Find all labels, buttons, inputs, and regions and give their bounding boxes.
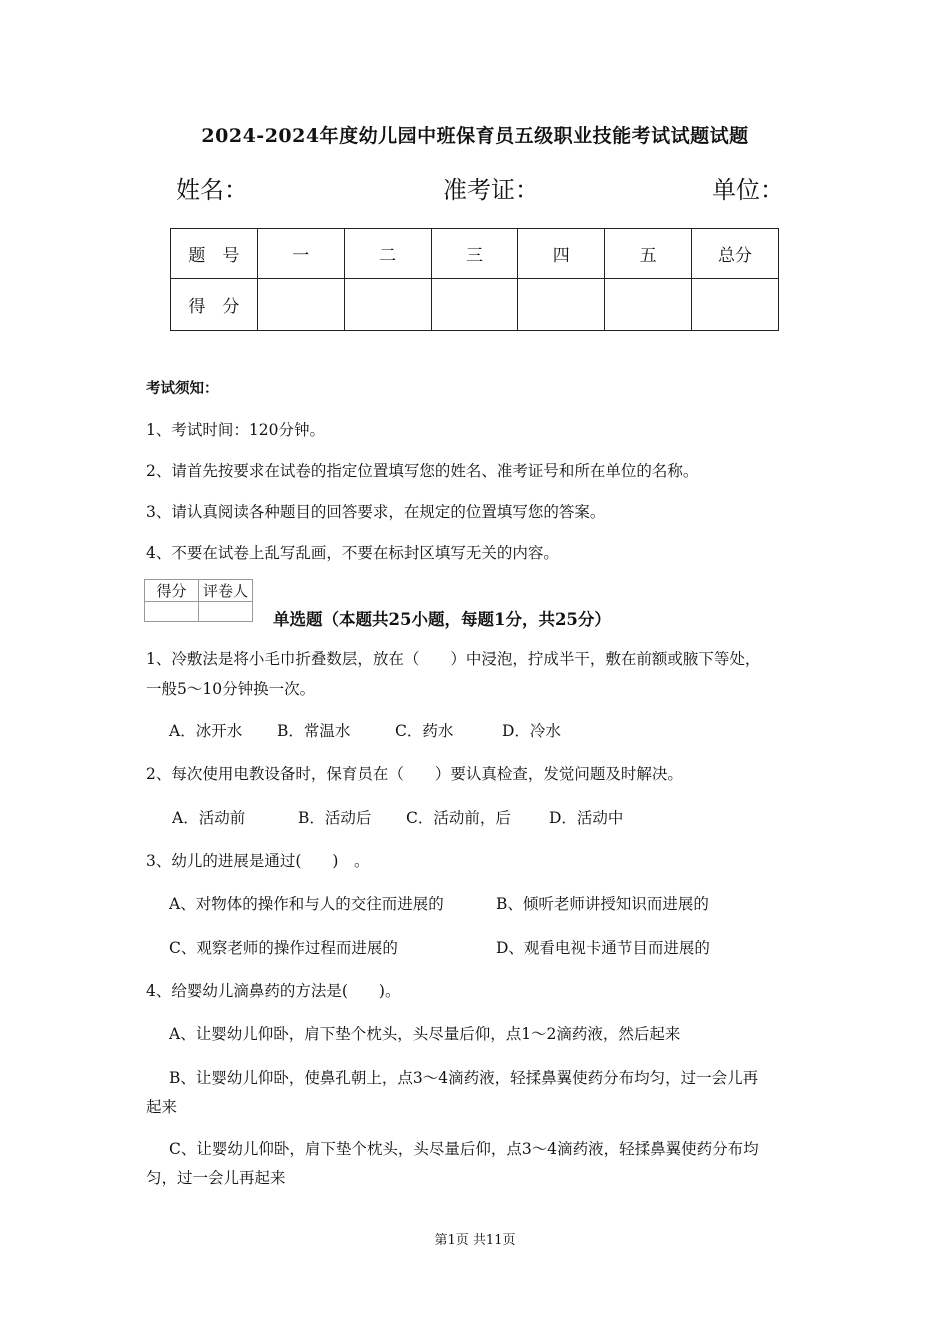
notice-item: 3、请认真阅读各种题目的回答要求，在规定的位置填写您的答案。 [146, 503, 606, 521]
question-3-option-b: B、倾听老师讲授知识而进展的 [496, 895, 709, 913]
question-1-line1: 1、冷敷法是将小毛巾折叠数层，放在（ ）中浸泡，拧成半干，敷在前额或腋下等处， [146, 650, 761, 668]
question-2-option-d: D．活动中 [549, 809, 624, 827]
unit-field-label: 单位： [712, 176, 784, 204]
score-cell[interactable] [605, 279, 692, 331]
notice-heading: 考试须知： [146, 380, 219, 397]
question-2-line1: 2、每次使用电教设备时，保育员在（ ）要认真检查，发觉问题及时解决。 [146, 765, 683, 783]
question-3-option-a: A、对物体的操作和与人的交往而进展的 [169, 895, 444, 913]
question-4-line1: 4、给婴幼儿滴鼻药的方法是( )。 [146, 982, 401, 1000]
score-table-header-cell: 四 [518, 229, 605, 279]
score-cell[interactable] [692, 279, 779, 331]
grader-box-score-label: 得分 [145, 580, 199, 602]
question-3-option-c: C、观察老师的操作过程而进展的 [169, 939, 398, 957]
score-cell[interactable] [518, 279, 605, 331]
grader-box [144, 579, 253, 622]
score-cell[interactable] [257, 279, 344, 331]
score-table [170, 228, 779, 331]
grader-box-grader-label: 评卷人 [199, 580, 253, 602]
question-2-option-b: B．活动后 [298, 809, 372, 827]
ticket-field-label: 准考证： [443, 176, 539, 204]
score-cell[interactable] [344, 279, 431, 331]
question-2-option-a: A．活动前 [172, 809, 246, 827]
question-4-option-b-cont: 起来 [146, 1098, 178, 1116]
score-table-header-cell: 五 [605, 229, 692, 279]
question-1-line2: 一般5～10分钟换一次。 [146, 680, 316, 698]
score-cell[interactable] [431, 279, 518, 331]
score-table-header-cell: 三 [431, 229, 518, 279]
question-1-option-d: D．冷水 [502, 722, 561, 740]
score-table-header-row [171, 229, 779, 279]
question-1-option-c: C．药水 [395, 722, 454, 740]
score-table-row-label: 得 分 [171, 279, 258, 331]
score-table-score-row [171, 279, 779, 331]
section-title: 单选题（本题共25小题，每题1分，共25分） [273, 610, 611, 629]
score-table-header-cell: 总分 [692, 229, 779, 279]
grader-box-score-cell[interactable] [145, 602, 199, 622]
notice-item: 2、请首先按要求在试卷的指定位置填写您的姓名、准考证号和所在单位的名称。 [146, 462, 699, 480]
question-4-option-c-cont: 匀，过一会儿再起来 [146, 1169, 286, 1187]
score-table-header-cell: 一 [257, 229, 344, 279]
question-4-option-b: B、让婴幼儿仰卧，使鼻孔朝上，点3～4滴药液，轻揉鼻翼使药分布均匀，过一会儿再 [169, 1069, 759, 1087]
score-table-header-cell: 二 [344, 229, 431, 279]
page-title: 2024-2024年度幼儿园中班保育员五级职业技能考试试题试题 [201, 125, 749, 147]
question-3-option-d: D、观看电视卡通节目而进展的 [496, 939, 710, 957]
name-field-label: 姓名： [176, 176, 248, 204]
grader-box-grader-cell[interactable] [199, 602, 253, 622]
question-1-option-a: A．冰开水 [169, 722, 243, 740]
score-table-row-label: 题 号 [171, 229, 258, 279]
question-1-option-b: B．常温水 [277, 722, 351, 740]
question-4-option-c: C、让婴幼儿仰卧，肩下垫个枕头，头尽量后仰，点3～4滴药液，轻揉鼻翼使药分布均 [169, 1140, 759, 1158]
notice-item: 4、不要在试卷上乱写乱画，不要在标封区填写无关的内容。 [146, 544, 559, 562]
notice-item: 1、考试时间：120分钟。 [146, 421, 325, 439]
question-2-option-c: C．活动前，后 [406, 809, 511, 827]
question-4-option-a: A、让婴幼儿仰卧，肩下垫个枕头，头尽量后仰，点1～2滴药液，然后起来 [169, 1025, 681, 1043]
question-3-line1: 3、幼儿的进展是通过( ) 。 [146, 852, 370, 870]
page-footer: 第1页 共11页 [434, 1233, 516, 1248]
